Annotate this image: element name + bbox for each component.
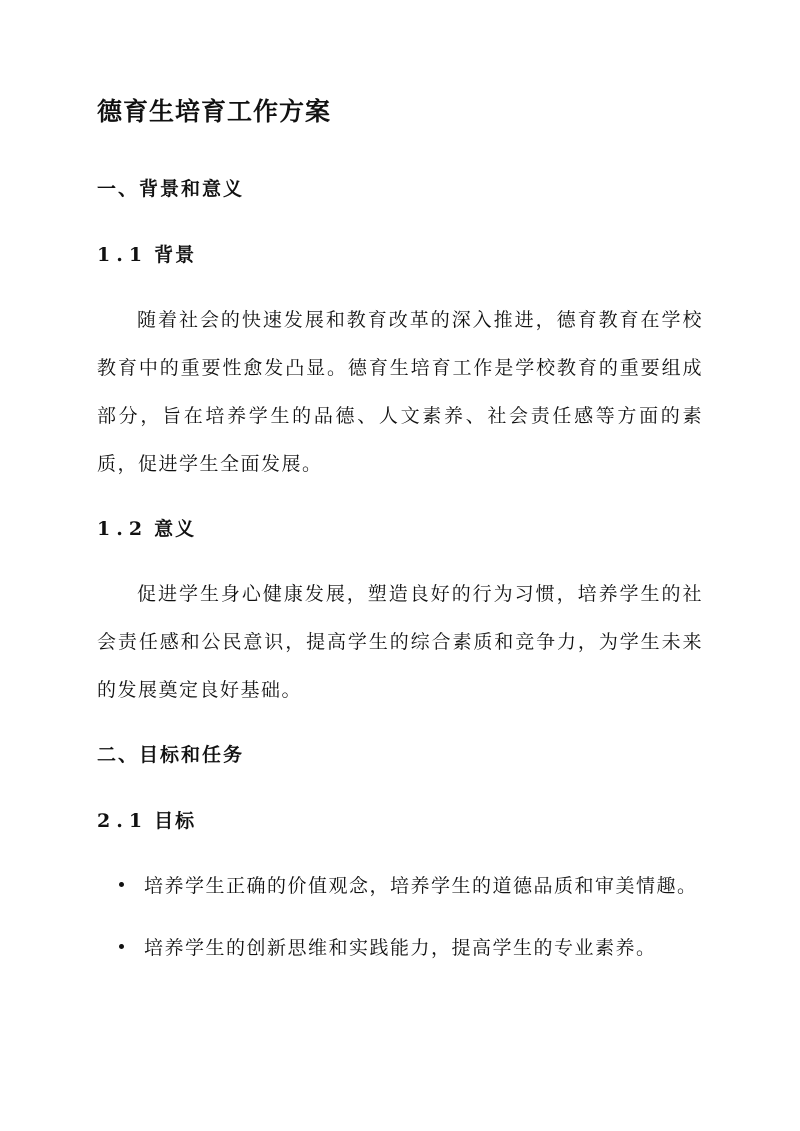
subsection-number: 1.1 <box>97 244 149 266</box>
bullet-text: 培养学生的创新思维和实践能力，提高学生的专业素养。 <box>144 937 657 959</box>
subsection-number: 1.2 <box>97 518 149 540</box>
list-item <box>97 862 703 910</box>
paragraph-significance: 促进学生身心健康发展，塑造良好的行为习惯，培养学生的社会责任感和公民意识，提高学生的综合素质和竞争力，为学生未来的发展奠定良好基础。 <box>97 583 703 701</box>
subsection-title: 背景 <box>154 244 197 266</box>
section-heading-background: 一、背景和意义 <box>97 178 245 200</box>
subsection-title: 目标 <box>154 810 197 832</box>
subsection-heading-1-1 <box>97 240 196 267</box>
list-item <box>97 924 703 972</box>
bullet-dot-icon <box>119 882 124 887</box>
bullet-text: 培养学生正确的价值观念，培养学生的道德品质和审美情趣。 <box>144 875 698 897</box>
section-heading-goals: 二、目标和任务 <box>97 744 245 766</box>
bullet-dot-icon <box>119 944 124 949</box>
subsection-number: 2.1 <box>97 810 149 832</box>
subsection-title: 意义 <box>154 518 197 540</box>
goals-bullet-list <box>97 862 703 986</box>
paragraph-background: 随着社会的快速发展和教育改革的深入推进，德育教育在学校教育中的重要性愈发凸显。德育生培育工作是学校教育的重要组成部分，旨在培养学生的品德、人文素养、社会责任感等方面的素质，促进学生全面发展。 <box>97 309 703 475</box>
document-title: 德育生培育工作方案 <box>97 97 332 126</box>
subsection-heading-1-2 <box>97 514 196 541</box>
subsection-heading-2-1 <box>97 806 196 833</box>
